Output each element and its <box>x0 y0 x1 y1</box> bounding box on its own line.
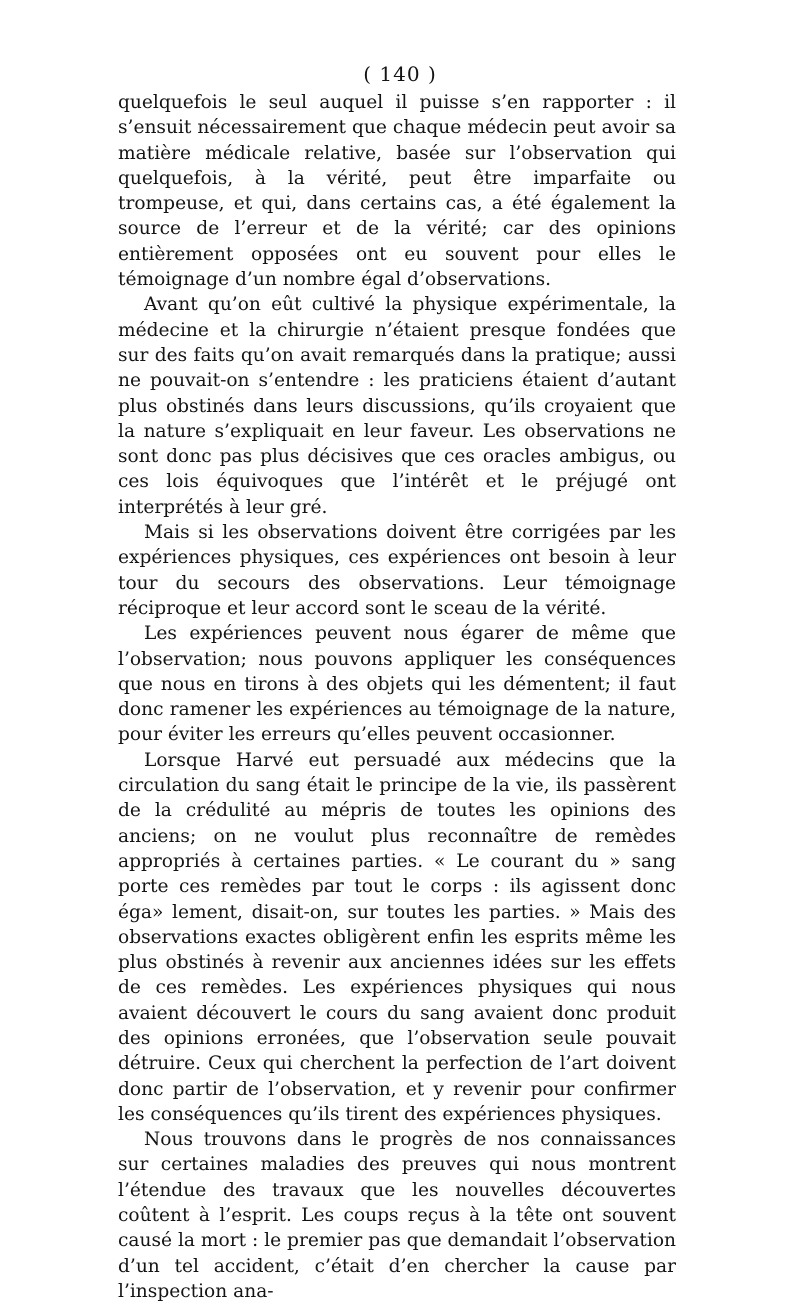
page-number: ( 140 ) <box>363 62 437 86</box>
paragraph-observations-corrigees: Mais si les observations doivent être corrigées par les expériences physiques, ces expériences ont besoin à leur tour du secours des observations. Leur témoignage réciproque et leur accord sont le sceau de la vérité. <box>118 522 676 619</box>
body-text <box>118 90 676 1304</box>
paragraph-physique-experimentale: Avant qu’on eût cultivé la physique expérimentale, la médecine et la chirurgie n’étaient presque fondées que sur des faits qu’on avait remarqués dans la pratique; aussi ne pouvait-on s’entendre : les praticiens étaient d’autant plus obstinés dans leurs discussions, qu’ils croyaient que la nature s’expliquait en leur faveur. Les observations ne sont donc pas plus décisives que ces oracles ambigus, ou ces lois équivoques que l’intérêt et le préjugé ont interprétés à leur gré. <box>118 294 676 518</box>
paragraph-harve-circulation: Lorsque Harvé eut persuadé aux médecins que la circulation du sang était le principe de la vie, ils passèrent de la crédulité au mépris de toutes les opinions des anciens; on ne voulut plus reconnaître de remèdes appropriés à certaines parties. « Le courant du » sang porte ces remèdes par tout le corps : ils agissent donc éga» lement, disait-on, sur toutes les parties. » Mais des observations exactes obligèrent enfin les esprits même les plus obstinés à revenir aux anciennes idées sur les effets de ces remèdes. Les expériences physiques qui nous avaient découvert le cours du sang avaient donc produit des opinions erronées, que l’observation seule pouvait détruire. Ceux qui cherchent la perfection de l’art doivent donc partir de l’observation, et y revenir pour confirmer les conséquences qu’ils tirent des expériences physiques. <box>118 749 676 1125</box>
paragraph-progres-connaissances: Nous trouvons dans le progrès de nos connaissances sur certaines maladies des preuves qui nous montrent l’étendue des travaux que les nouvelles découvertes coûtent à l’esprit. Les coups reçus à la tête ont souvent causé la mort : le premier pas que demandait l’observation d’un tel accident, c’était d’en chercher la cause par l’inspection ana- <box>118 1129 676 1302</box>
paragraph-continuation: quelquefois le seul auquel il puisse s’en rapporter : il s’ensuit nécessairement que chaque médecin peut avoir sa matière médicale relative, basée sur l’observation qui quelquefois, à la vérité, peut être imparfaite ou trompeuse, et qui, dans certains cas, a été également la source de l’erreur et de la vérité; car des opinions entièrement opposées ont eu souvent pour elles le témoignage d’un nombre égal d’observations. <box>118 92 676 291</box>
paragraph-experiences-egarer: Les expériences peuvent nous égarer de même que l’observation; nous pouvons appliquer les conséquences que nous en tirons à des objets qui les démentent; il faut donc ramener les expériences au témoignage de la nature, pour éviter les erreurs qu’elles peuvent occasionner. <box>118 623 676 746</box>
